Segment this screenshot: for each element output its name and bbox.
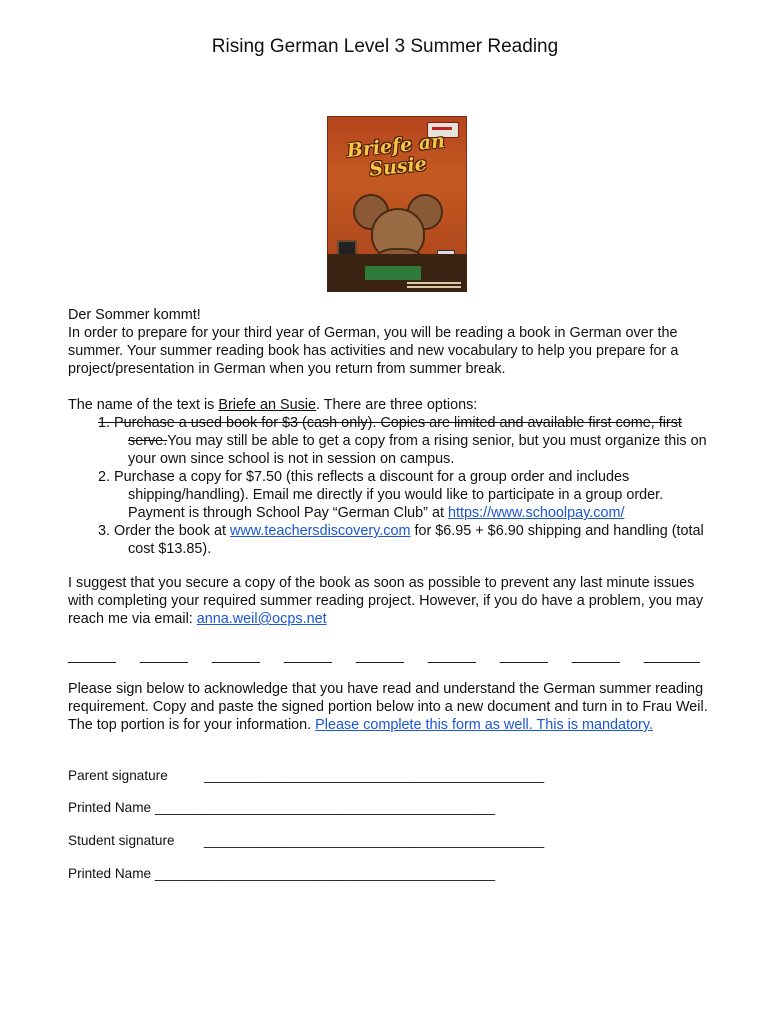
separator-segment: ______ xyxy=(211,648,260,664)
separator-segment: ______ xyxy=(283,648,332,664)
separator-segment: ______ xyxy=(139,648,189,664)
text-name-suffix: . There are three options: xyxy=(315,397,478,413)
teachersdiscovery-link[interactable]: www.teachersdiscovery.com xyxy=(230,523,411,539)
printed-name-field[interactable]: Printed Name _____________________________________________ xyxy=(68,866,496,881)
desk-blotter xyxy=(365,266,421,280)
acknowledge-paragraph xyxy=(68,680,708,734)
text-name-line xyxy=(68,396,708,414)
printed-name-row-1 xyxy=(68,800,495,815)
separator-segment: _______ xyxy=(643,648,700,664)
parent-signature-label: Parent signature xyxy=(68,768,168,783)
list-item xyxy=(68,414,708,468)
suggestion-text: I suggest that you secure a copy of the book as soon as possible to prevent any last minute issues with completing your required summer reading project. However, if you do have a problem, you may reach me via email: xyxy=(68,575,704,627)
student-signature-row xyxy=(68,833,545,848)
email-link[interactable]: anna.weil@ocps.net xyxy=(196,611,327,627)
intro-paragraph: In order to prepare for your third year of German, you will be reading a book in German over the summer. Your summer reading book has activities and new vocabulary to help you prepare for a project/presentation in German when you return from summer break. xyxy=(68,325,679,377)
student-signature-label: Student signature xyxy=(68,833,175,848)
page-title: Rising German Level 3 Summer Reading xyxy=(211,36,559,57)
acknowledge-text: Please sign below to acknowledge that you have read and understand the German summer reading requirement. Copy and paste the signed portion below into a new document and turn in to Frau Weil. The top portion is for your information. xyxy=(68,681,708,733)
option-3-rest: for $6.95 + $6.90 shipping and handling (total cost $13.85). xyxy=(128,523,704,557)
book-title-ref: Briefe an Susie xyxy=(218,397,316,413)
separator-segment: ______ xyxy=(427,648,476,664)
parent-signature-line[interactable]: _____________________________________________ xyxy=(204,768,545,783)
schoolpay-link[interactable]: https://www.schoolpay.com/ xyxy=(447,505,625,521)
separator-segment: ______ xyxy=(571,648,620,664)
list-item xyxy=(68,522,708,558)
option-1-rest: You may still be able to get a copy from a rising senior, but you must organize this on your own since school is not in session on campus. xyxy=(128,433,707,467)
book-cover-image xyxy=(327,116,467,292)
intro-section xyxy=(68,306,708,378)
complete-form-link[interactable]: Please complete this form as well. This is mandatory. xyxy=(315,717,653,733)
option-1-struck: 1. Purchase a used book for $3 (cash only). Copies are limited and available first come, first serve. xyxy=(98,415,682,449)
suggestion-paragraph xyxy=(68,574,708,628)
text-name-prefix: The name of the text is xyxy=(68,397,219,413)
cover-credits xyxy=(407,280,461,290)
separator-line xyxy=(68,648,700,664)
list-item xyxy=(68,468,708,522)
parent-signature-row xyxy=(68,768,545,783)
printed-name-field[interactable]: Printed Name _____________________________________________ xyxy=(68,800,496,815)
separator-segment: ______ xyxy=(499,648,548,664)
option-3-text: 3. Order the book at xyxy=(98,523,230,539)
greeting: Der Sommer kommt! xyxy=(68,307,201,323)
printed-name-row-2 xyxy=(68,866,495,881)
cover-title: Briefe an Susie xyxy=(345,129,446,181)
options-section xyxy=(68,396,708,558)
separator-segment: ______ xyxy=(68,648,117,664)
option-2-text: 2. Purchase a copy for $7.50 (this reflects a discount for a group order and includes shipping/handling). Email me directly if you would like to participate in a group order. Payment is through School Pay “German Club” at xyxy=(98,469,664,521)
student-signature-line[interactable]: _____________________________________________ xyxy=(204,833,545,848)
options-list xyxy=(68,414,708,558)
separator-segment: ______ xyxy=(355,648,404,664)
